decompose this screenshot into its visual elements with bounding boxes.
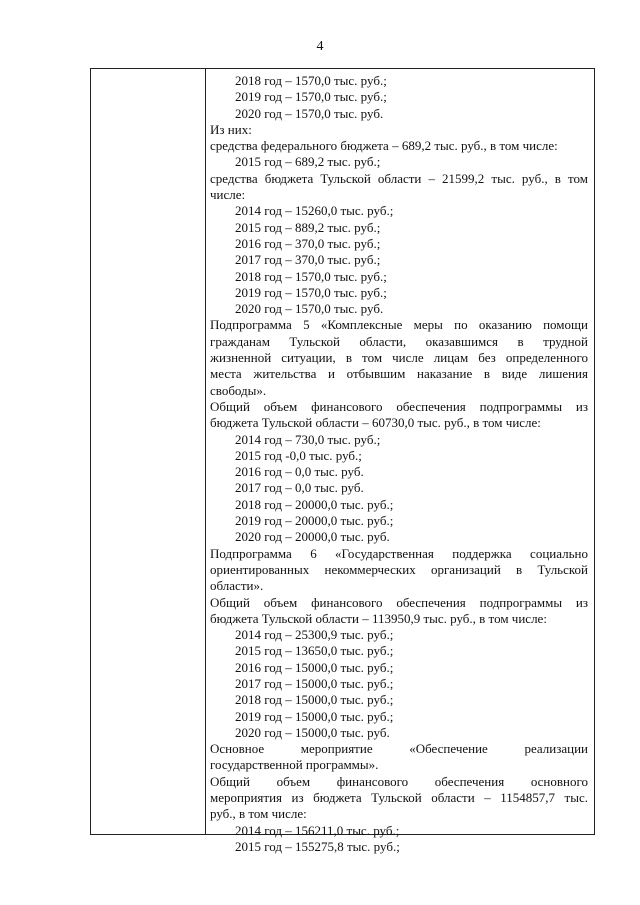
text-line: места жительства и отбывшим наказание в виде лишения <box>210 366 588 382</box>
text-line: 2015 год -0,0 тыс. руб.; <box>235 447 362 463</box>
text-line: руб., в том числе: <box>210 806 307 822</box>
text-line: средства федерального бюджета – 689,2 тыс. руб., в том числе: <box>210 138 558 154</box>
text-line: 2018 год – 20000,0 тыс. руб.; <box>235 496 394 512</box>
program-table <box>90 68 595 854</box>
text-line: Основное мероприятие «Обеспечение реализации <box>210 741 588 757</box>
text-line: 2019 год – 1570,0 тыс. руб.; <box>235 284 387 300</box>
text-line: 2015 год – 13650,0 тыс. руб.; <box>235 643 394 659</box>
text-line: 2018 год – 1570,0 тыс. руб.; <box>235 268 387 284</box>
text-line: 2020 год – 1570,0 тыс. руб. <box>235 301 384 317</box>
text-line: гражданам Тульской области, оказавшимся в трудной <box>210 333 588 349</box>
text-line: 2020 год – 20000,0 тыс. руб. <box>235 529 390 545</box>
text-line: средства бюджета Тульской области – 21599,2 тыс. руб., в том <box>210 170 588 186</box>
text-line: 2014 год – 156211,0 тыс. руб.; <box>235 822 400 838</box>
text-line: бюджета Тульской области – 113950,9 тыс. руб., в том числе: <box>210 610 547 626</box>
text-line: 2014 год – 25300,9 тыс. руб.; <box>235 627 394 643</box>
text-line: Общий объем финансового обеспечения основного <box>210 773 588 789</box>
text-line: жизненной ситуации, в том числе лицам без определенного <box>210 350 588 366</box>
text-line: 2018 год – 1570,0 тыс. руб.; <box>235 73 387 88</box>
column-divider <box>205 69 206 834</box>
text-line: 2019 год – 1570,0 тыс. руб.; <box>235 89 387 105</box>
text-line: 2014 год – 730,0 тыс. руб.; <box>235 431 381 447</box>
text-line: бюджета Тульской области – 60730,0 тыс. руб., в том числе: <box>210 415 541 431</box>
text-line: Подпрограмма 6 «Государственная поддержка социально <box>210 545 588 561</box>
page-number: 4 <box>316 39 324 54</box>
text-line: 2020 год – 15000,0 тыс. руб. <box>235 724 390 740</box>
text-line: 2015 год – 155275,8 тыс. руб.; <box>235 838 400 854</box>
text-line: Общий объем финансового обеспечения подпрограммы из <box>210 398 588 414</box>
text-line: 2019 год – 15000,0 тыс. руб.; <box>235 708 394 724</box>
text-line: 2016 год – 15000,0 тыс. руб.; <box>235 659 394 675</box>
text-line: Подпрограмма 5 «Комплексные меры по оказанию помощи <box>210 317 588 333</box>
right-cell-content <box>210 73 588 855</box>
text-line: мероприятия из бюджета Тульской области – 1154857,7 тыс. <box>210 790 588 806</box>
text-line: Общий объем финансового обеспечения подпрограммы из <box>210 594 588 610</box>
text-line: 2016 год – 370,0 тыс. руб.; <box>235 235 381 251</box>
text-line: 2016 год – 0,0 тыс. руб. <box>235 464 364 480</box>
text-line: области». <box>210 578 264 594</box>
text-line: 2020 год – 1570,0 тыс. руб. <box>235 105 384 121</box>
text-line: 2015 год – 689,2 тыс. руб.; <box>235 154 381 170</box>
text-line: 2017 год – 0,0 тыс. руб. <box>235 480 364 496</box>
text-line: 2015 год – 889,2 тыс. руб.; <box>235 219 381 235</box>
text-line: ориентированных некоммерческих организаций в Тульской <box>210 561 588 577</box>
text-line: 2017 год – 370,0 тыс. руб.; <box>235 252 381 268</box>
text-line: 2014 год – 15260,0 тыс. руб.; <box>235 203 394 219</box>
text-line: свободы». <box>210 382 267 398</box>
text-line: Из них: <box>210 121 252 137</box>
text-line: числе: <box>210 187 246 203</box>
text-line: 2019 год – 20000,0 тыс. руб.; <box>235 513 394 529</box>
text-line: 2018 год – 15000,0 тыс. руб.; <box>235 692 394 708</box>
text-line: государственной программы». <box>210 757 379 773</box>
text-line: 2017 год – 15000,0 тыс. руб.; <box>235 675 394 691</box>
